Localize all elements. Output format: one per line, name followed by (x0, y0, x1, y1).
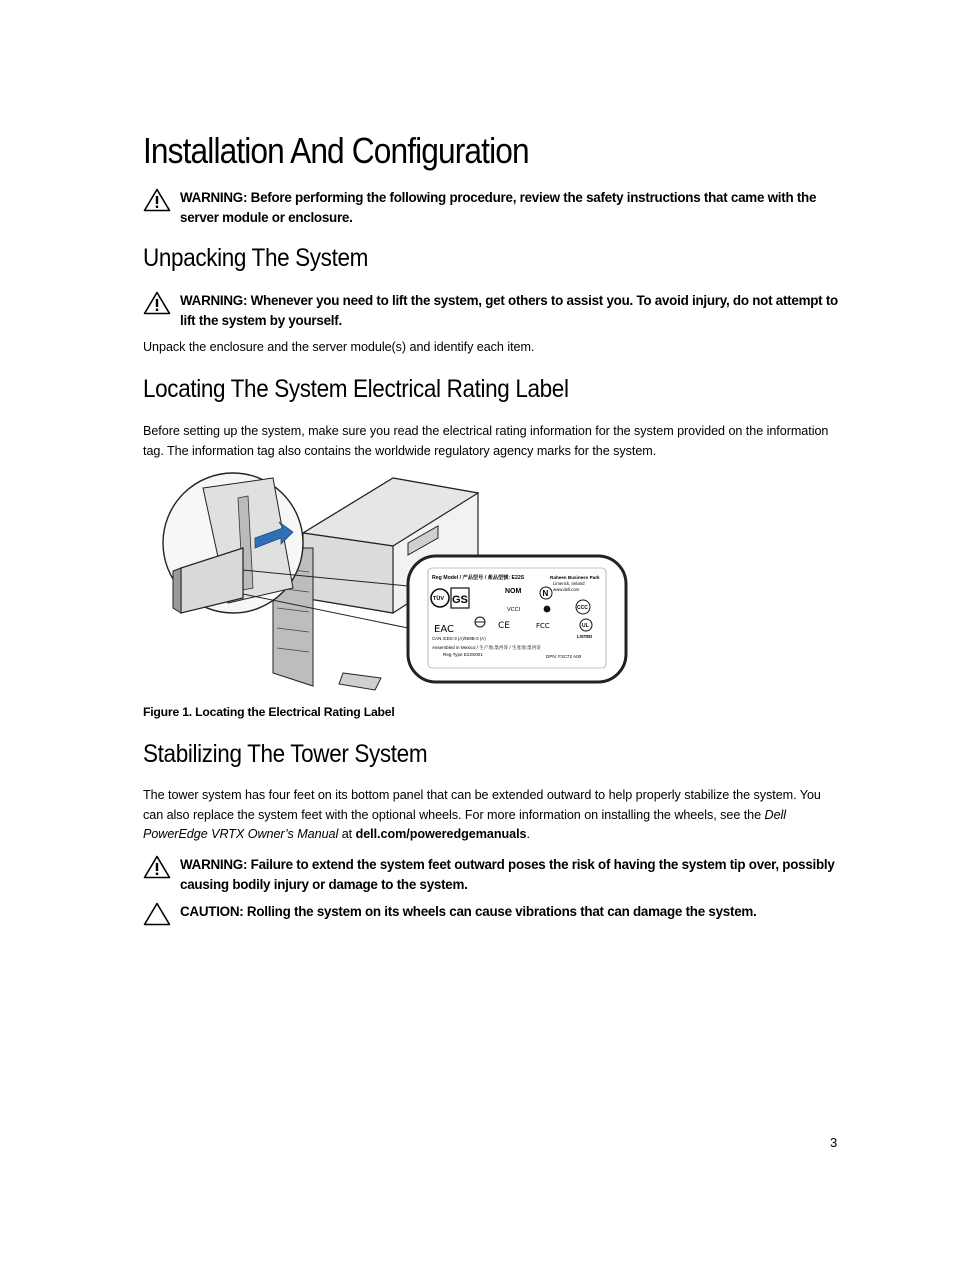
label-address-1: Raheen Business Park (550, 575, 600, 580)
warning-text: WARNING: Failure to extend the system feet outward poses the risk of having the system tip over, possibly causing bodily injury or damage to the system. (180, 857, 835, 892)
warning-text: WARNING: Whenever you need to lift the system, get others to assist you. To avoid injury, do not attempt to lift the system by yourself. (180, 293, 838, 328)
warning-triangle-icon (143, 291, 171, 315)
section-heading-unpacking: Unpacking The System (143, 244, 368, 272)
label-ccc-mark: CCC (577, 605, 588, 611)
label-dpn: DPN: F3C72 A00 (546, 654, 582, 659)
label-tuv-mark: TÜV (433, 596, 444, 602)
manuals-link[interactable]: dell.com/poweredgemanuals (355, 827, 527, 841)
label-vcci: VCCI (507, 607, 521, 613)
tower-body-at: at (338, 827, 356, 841)
warning-triangle-icon (143, 188, 171, 212)
label-eac-mark: EAC (434, 624, 454, 635)
section-heading-rating-label: Locating The System Electrical Rating Label (143, 375, 569, 403)
page-number: 3 (830, 1135, 838, 1150)
tower-body-end: . (526, 827, 530, 841)
label-listed: LISTED (577, 634, 593, 639)
label-nom-mark: NOM (505, 588, 522, 595)
label-reg-model: Reg Model / 产品型号 / 產品型號: E22S (432, 575, 525, 581)
label-fcc: FCC (536, 622, 550, 630)
label-assembled: Assembled in Mexico / 生产地:墨西哥 / 生產地:墨西哥 (432, 645, 541, 650)
label-ices: CAN ICES-3 (A)/NMB-3 (A) (432, 636, 486, 641)
tower-body (143, 786, 843, 845)
warning-triangle-icon (143, 855, 171, 879)
figure-caption: Figure 1. Locating the Electrical Rating Label (143, 705, 395, 719)
label-reg-type: Reg Type E22S001 (443, 652, 483, 657)
caution-triangle-icon (143, 902, 171, 926)
label-n-mark: N (542, 589, 549, 598)
section-heading-tower: Stabilizing The Tower System (143, 740, 428, 768)
warning-text: WARNING: Before performing the following procedure, review the safety instructions that came with the server module or enclosure. (180, 190, 817, 225)
unpacking-body: Unpack the enclosure and the server module(s) and identify each item. (143, 340, 535, 354)
label-gs-mark: GS (452, 594, 468, 606)
label-website: www.dell.com (553, 587, 580, 592)
label-ul-mark: UL (582, 623, 589, 629)
tower-body-text: The tower system has four feet on its bottom panel that can be extended outward to help properly stabilize the system. You can also replace the system feet with the optional wheels. For more information on installing the wheels, see the (143, 788, 821, 822)
rating-label-figure (143, 468, 643, 698)
caution-text: CAUTION: Rolling the system on its wheels can cause vibrations that can damage the system. (180, 904, 757, 919)
label-ce-mark: CE (498, 621, 510, 631)
rating-label-body: Before setting up the system, make sure you read the electrical rating information for the system provided on the information tag. The information tag also contains the worldwide regulatory agency marks for the system. (143, 424, 829, 458)
manual-title: Dell PowerEdge VRTX Owner’s Manual (143, 807, 787, 841)
electrical-rating-label (408, 556, 626, 682)
label-address-2: Limerick, Ireland (553, 581, 585, 586)
page-title: Installation And Configuration (143, 130, 529, 171)
